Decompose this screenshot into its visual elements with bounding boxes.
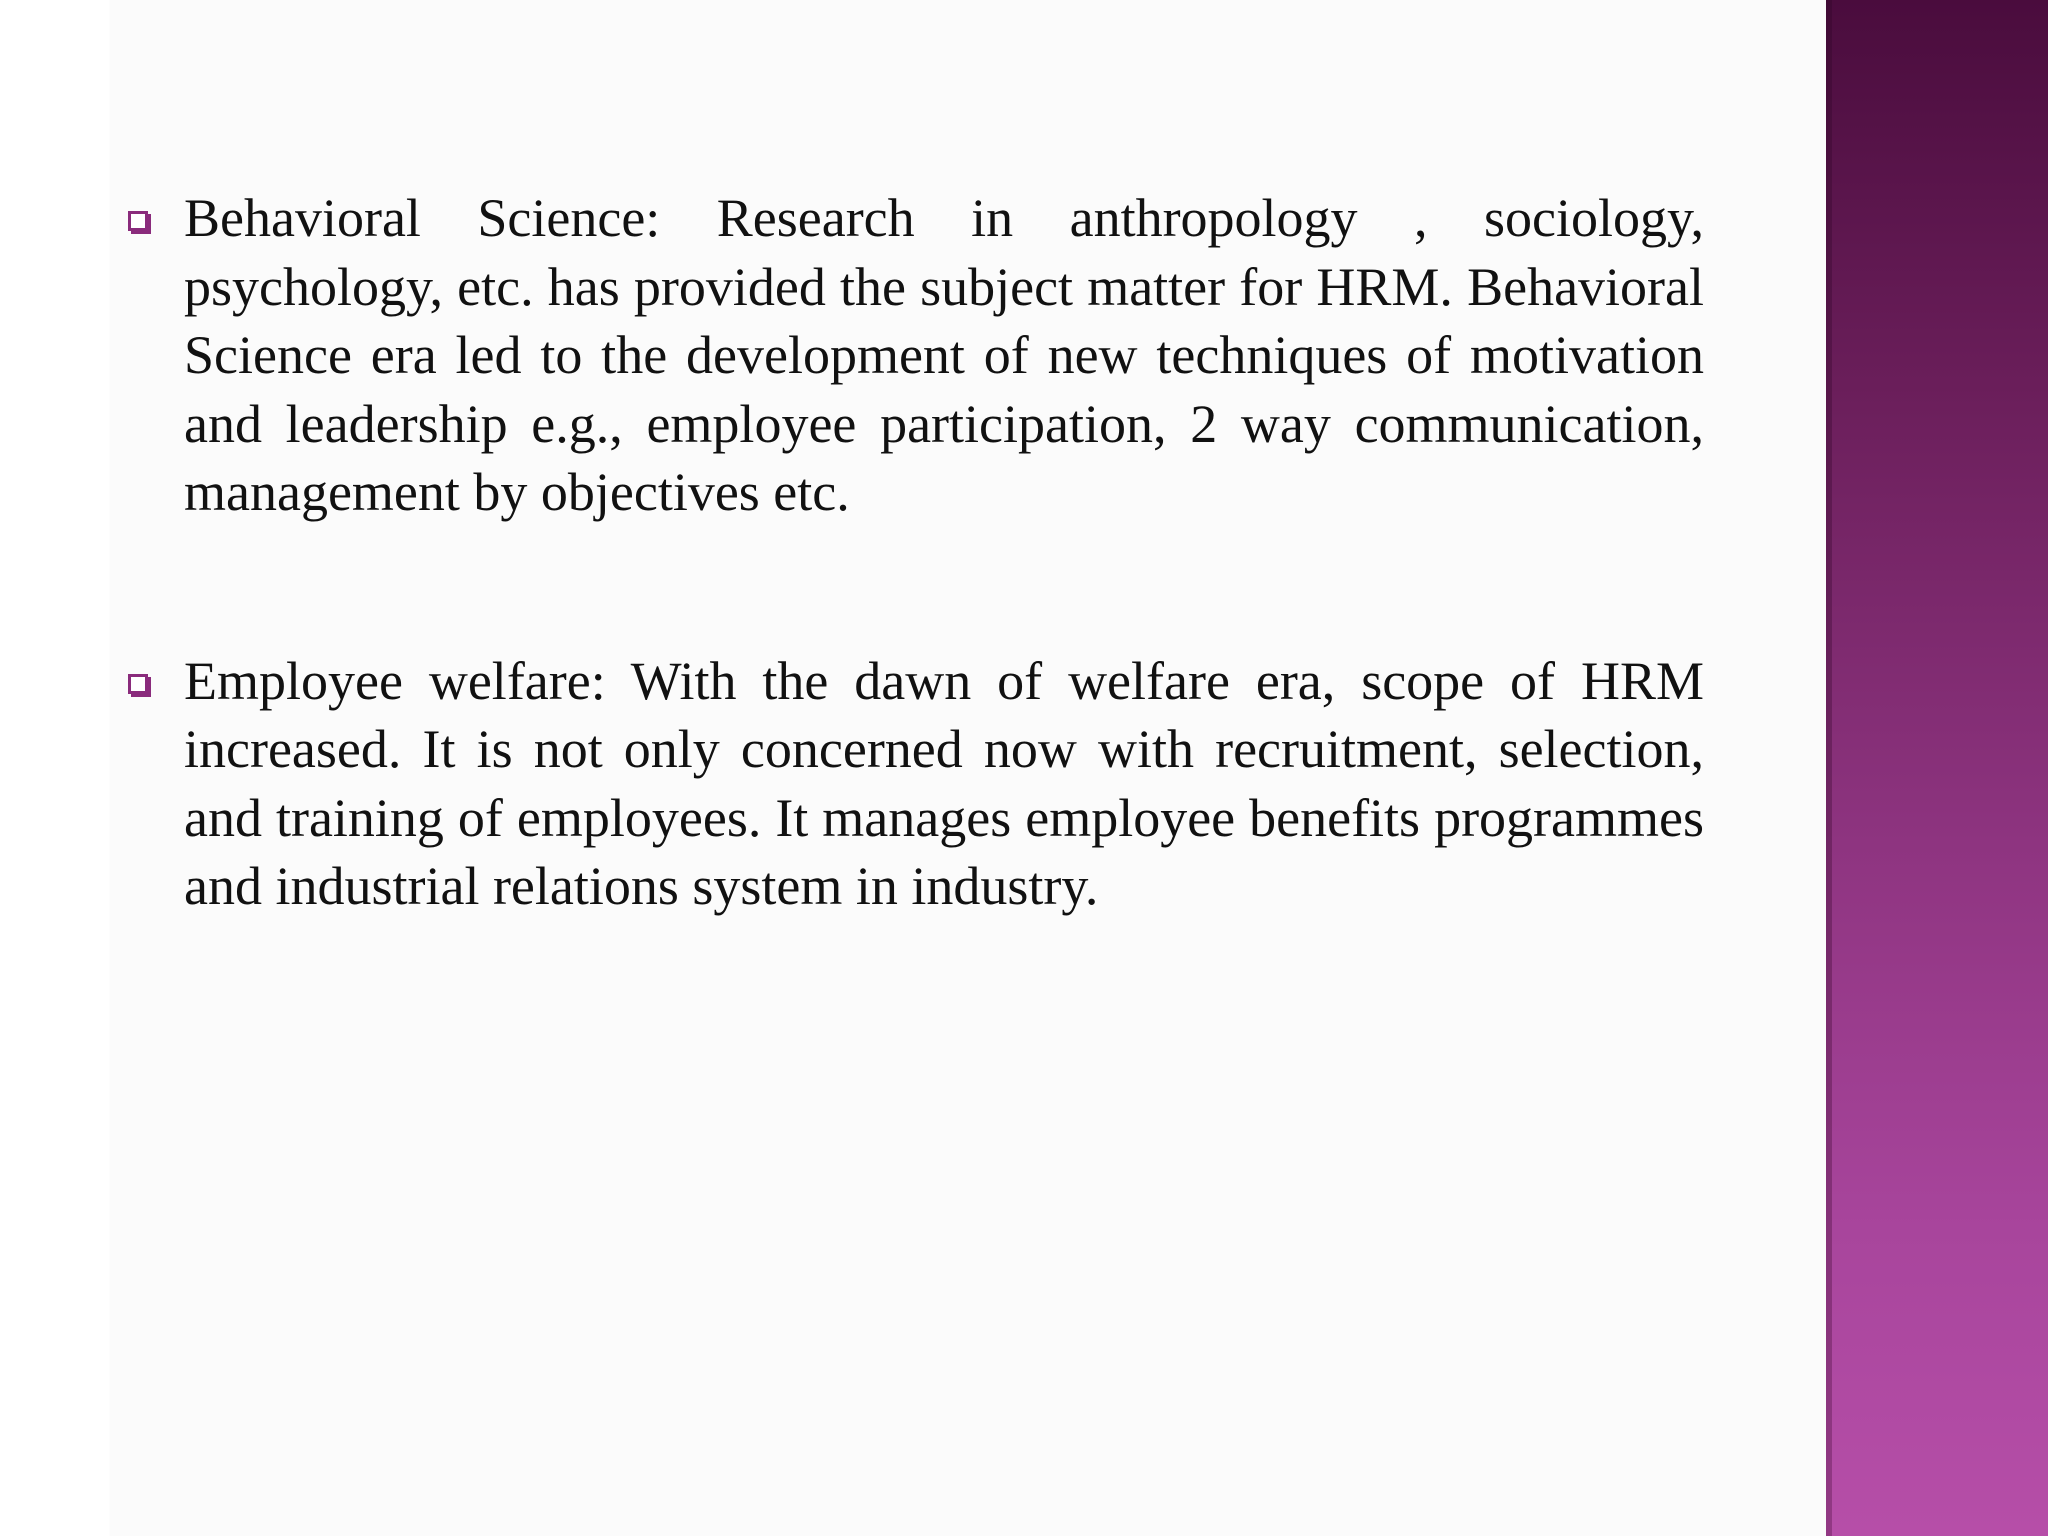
bullet-item-employee-welfare bbox=[120, 647, 1704, 921]
square-bullet-icon bbox=[128, 211, 148, 231]
bullet-text: Behavioral Science: Research in anthropology , sociology, psychology, etc. has provided the subject matter for HRM. Behavioral Science era led to the development of new techniques of motivation and leadership e.g., employee participation, 2 way communication, management by objectives etc. bbox=[184, 188, 1704, 522]
square-bullet-icon bbox=[128, 674, 148, 694]
bullet-item-behavioral-science bbox=[120, 184, 1704, 527]
bullet-list bbox=[120, 184, 1704, 1041]
bullet-text: Employee welfare: With the dawn of welfare era, scope of HRM increased. It is not only concerned now with recruitment, selection, and training of employees. It manages employee benefits programmes and industrial relations system in industry. bbox=[184, 650, 1704, 916]
decorative-sidebar bbox=[1826, 0, 2048, 1536]
sidebar-edge bbox=[1826, 0, 1832, 1536]
